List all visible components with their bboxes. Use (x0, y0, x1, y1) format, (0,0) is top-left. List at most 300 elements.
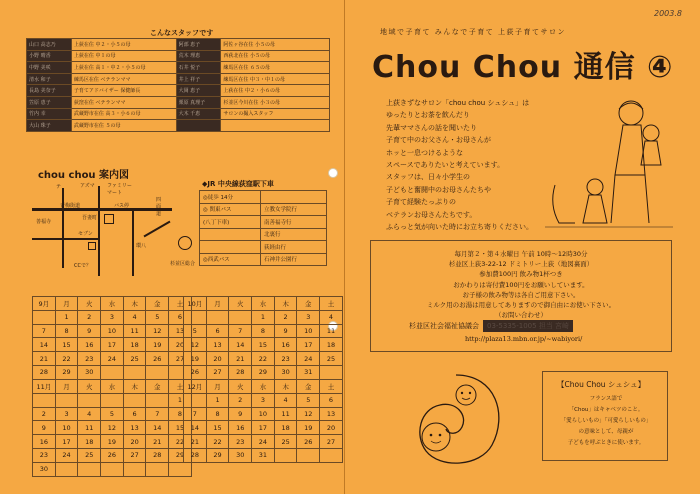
calendar-heading: 木 (123, 297, 146, 311)
calendar-day: 4 (123, 310, 146, 324)
calendar-day: 14 (33, 338, 56, 352)
calendar-day (55, 393, 78, 407)
calendar-day: 7 (146, 407, 169, 421)
calendar-day: 1 (252, 310, 275, 324)
calendar-day (206, 310, 229, 324)
calendar-day: 10 (101, 324, 124, 338)
staff-affiliation (221, 120, 330, 132)
intro-text (386, 97, 533, 233)
calendar-day: 19 (101, 435, 124, 449)
info-line: お子様の飲み物等は各自ご用意下さい。 (462, 290, 580, 299)
calendar-day (297, 448, 320, 462)
calendar-day: 29 (206, 448, 229, 462)
calendar-day: 13 (169, 324, 192, 338)
calendar-day: 8 (55, 324, 78, 338)
chouchou-line: の意味として、母親が (578, 429, 634, 435)
calendar-heading: 木 (274, 380, 297, 394)
calendar-day: 20 (169, 338, 192, 352)
calendar-day: 18 (320, 338, 343, 352)
calendar-day: 21 (146, 435, 169, 449)
calendar-day: 15 (169, 421, 192, 435)
calendar-day (78, 462, 101, 476)
calendar-week (33, 324, 192, 338)
calendar-heading: 9月 (33, 297, 56, 311)
calendar-day: 26 (146, 352, 169, 366)
calendar-day: 19 (184, 352, 207, 366)
route-table (199, 190, 327, 266)
route-cell (200, 228, 261, 241)
calendar-heading: 10月 (184, 297, 207, 311)
calendar-day: 5 (297, 393, 320, 407)
calendar-week (33, 407, 192, 421)
calendar-day: 17 (55, 435, 78, 449)
calendar-day: 30 (229, 448, 252, 462)
calendar-day: 8 (206, 407, 229, 421)
chouchou-line: 「愛らしいもの」「可愛らしいもの」 (560, 418, 652, 424)
staff-row (27, 73, 330, 85)
chouchou-line: 「Chou」はキャベツのこと。 (568, 407, 644, 413)
chouchou-title: 【Chou Chou シュシュ】 (557, 380, 646, 389)
calendar-day: 22 (206, 435, 229, 449)
map (32, 178, 196, 276)
calendar-day: 25 (78, 448, 101, 462)
calendar-heading: 12月 (184, 380, 207, 394)
calendar-day: 31 (252, 448, 275, 462)
staff-name: 荒木 理恵 (176, 50, 221, 62)
map-label: 四面道 (156, 197, 162, 217)
calendar-week (184, 407, 343, 421)
calendar-day: 28 (146, 448, 169, 462)
calendar-day: 24 (101, 352, 124, 366)
calendar-heading: 水 (101, 380, 124, 394)
route-cell: 石神井公園行 (261, 253, 327, 266)
calendar-day: 29 (169, 448, 192, 462)
map-building (104, 214, 114, 224)
staff-affiliation: 上荻在住 中２・小６の母 (221, 85, 330, 97)
calendar-day: 1 (55, 310, 78, 324)
intro-line: 子育て中のお父さん・お母さんが (386, 136, 491, 145)
calendar-heading: 土 (320, 380, 343, 394)
calendar-day: 6 (320, 393, 343, 407)
calendar-day (101, 462, 124, 476)
map-road (62, 188, 64, 268)
calendar-day: 30 (274, 365, 297, 379)
calendar-week (33, 435, 192, 449)
intro-line: ふらっと気が向いた時にお立ち寄りください。 (386, 223, 533, 232)
map-label: テ (56, 184, 62, 190)
calendar-header (33, 297, 192, 311)
route-cell (261, 191, 327, 204)
calendar-day: 28 (184, 448, 207, 462)
intro-line: 上荻きずなサロン「chou chou シュシュ」は (386, 99, 530, 107)
info-line: 杉並区上荻3-22-12 ドミトリー上荻（地図裏面） (448, 260, 594, 269)
calendar-day: 5 (101, 407, 124, 421)
calendar-day: 18 (274, 421, 297, 435)
route-cell: 荻経由行 (261, 241, 327, 254)
calendar-november (32, 379, 192, 477)
calendar-day: 16 (229, 421, 252, 435)
calendar-day: 20 (206, 352, 229, 366)
calendar-day: 19 (297, 421, 320, 435)
calendar-day: 23 (33, 448, 56, 462)
route-cell: ◎ 関東バス (200, 203, 261, 216)
calendar-day: 3 (252, 393, 275, 407)
staff-name: 竹内 幸 (27, 108, 72, 120)
calendar-heading: 土 (320, 297, 343, 311)
calendar-day: 15 (252, 338, 275, 352)
staff-row (27, 85, 330, 97)
calendar-day: 7 (184, 407, 207, 421)
staff-affiliation: 阿佐ヶ谷在住 小５の母 (221, 39, 330, 51)
calendar-heading: 水 (252, 297, 275, 311)
calendar-day (146, 365, 169, 379)
calendar-day: 7 (229, 324, 252, 338)
staff-affiliation: 武蔵野市在住 ５の母 (71, 120, 176, 132)
calendar-day (101, 365, 124, 379)
calendar-heading: 11月 (33, 380, 56, 394)
calendar-day: 3 (55, 407, 78, 421)
calendar-day: 25 (320, 352, 343, 366)
calendar-day: 9 (274, 324, 297, 338)
calendar-day: 6 (123, 407, 146, 421)
staff-row (27, 108, 330, 120)
route-cell: ◎西武バス (200, 253, 261, 266)
calendar-heading: 火 (229, 380, 252, 394)
calendar-day: 22 (252, 352, 275, 366)
calendar-day: 27 (206, 365, 229, 379)
snail-illustration (396, 365, 516, 477)
calendar-day: 26 (101, 448, 124, 462)
calendar-heading: 月 (206, 297, 229, 311)
calendar-week (33, 338, 192, 352)
calendar-day: 15 (55, 338, 78, 352)
calendar-week (184, 352, 343, 366)
staff-affiliation: 上荻在住 中１の母 (71, 50, 176, 62)
calendar-day: 5 (184, 324, 207, 338)
calendar-day: 28 (229, 365, 252, 379)
staff-row (27, 120, 330, 132)
intro-line: ベテランお母さんたちです。 (386, 210, 477, 219)
route-cell: ◎徒歩 14分 (200, 191, 261, 204)
calendar-day: 30 (33, 462, 56, 476)
calendar-day: 20 (123, 435, 146, 449)
contact-label: 杉並区社会福祉協議会 (409, 322, 479, 330)
calendar-day: 3 (101, 310, 124, 324)
map-label: 青梅街道 (60, 203, 81, 209)
calendar-header (33, 380, 192, 394)
calendar-week (33, 310, 192, 324)
staff-name: 石井 悦子 (176, 62, 221, 74)
calendar-heading: 火 (78, 297, 101, 311)
chouchou-line: フランス語で (589, 396, 623, 402)
staff-name: 山口 高志乃 (27, 39, 72, 51)
calendar-day: 6 (169, 310, 192, 324)
staff-affiliation: 西荻北在住 小５の母 (221, 50, 330, 62)
calendar-day (33, 393, 56, 407)
chouchou-line: 子どもを呼ぶときに使います。 (567, 440, 645, 446)
calendar-heading: 水 (101, 297, 124, 311)
calendar-day: 9 (229, 407, 252, 421)
calendar-day: 13 (206, 338, 229, 352)
calendar-heading: 月 (206, 380, 229, 394)
intro-line: 子どもと奮闘中のお母さんたちや (386, 185, 491, 194)
staff-affiliation: 練馬区在住 中３・中１の母 (221, 73, 330, 85)
calendar-day: 11 (123, 324, 146, 338)
route-row (200, 203, 327, 216)
calendar-day: 9 (33, 421, 56, 435)
calendar-day: 4 (78, 407, 101, 421)
calendar-day: 10 (297, 324, 320, 338)
calendar-day (123, 365, 146, 379)
calendar-day: 24 (252, 435, 275, 449)
calendar-day: 22 (169, 435, 192, 449)
calendar-day (55, 462, 78, 476)
info-line: 参加費100円 飲み物1杯つき (479, 270, 563, 279)
calendar-day: 2 (229, 393, 252, 407)
website-url[interactable]: http://plaza13.mbn.or.jp/~wabiyori/ (465, 335, 583, 343)
staff-name (176, 120, 221, 132)
calendar-day (184, 310, 207, 324)
calendar-day (274, 448, 297, 462)
calendar-heading: 土 (169, 297, 192, 311)
calendar-week (33, 462, 192, 476)
calendar-day (169, 462, 192, 476)
calendar-day (146, 393, 169, 407)
calendar-heading: 金 (146, 297, 169, 311)
calendar-day: 14 (184, 421, 207, 435)
staff-row (27, 39, 330, 51)
map-label: ファミリーマート (107, 183, 132, 196)
calendar-day: 27 (320, 435, 343, 449)
route-cell: 立教女学院行 (261, 203, 327, 216)
calendar-day: 14 (146, 421, 169, 435)
staff-name: 小野 晴香 (27, 50, 72, 62)
calendar-day (78, 393, 101, 407)
calendar-day: 22 (55, 352, 78, 366)
calendar-heading: 金 (146, 380, 169, 394)
calendar-day: 8 (252, 324, 275, 338)
calendar-day: 14 (229, 338, 252, 352)
calendar-day: 4 (320, 310, 343, 324)
calendar-heading: 木 (274, 297, 297, 311)
calendar-day: 8 (169, 407, 192, 421)
calendar-day: 6 (206, 324, 229, 338)
calendar-day: 18 (78, 435, 101, 449)
contact-redacted: 03-5335-1005 担当 宮崎 (483, 320, 573, 332)
calendar-day: 18 (123, 338, 146, 352)
calendar-day: 12 (146, 324, 169, 338)
staff-name: 井上 祥子 (176, 73, 221, 85)
staff-affiliation: 杉並区今川在住 小３の母 (221, 96, 330, 108)
info-line: （お問い合わせ） (495, 311, 547, 320)
calendar-day (123, 393, 146, 407)
calendar-day: 20 (320, 421, 343, 435)
staff-affiliation: サロンの撮入スタッフ (221, 108, 330, 120)
intro-line: スタッフは、日々小学生の (386, 173, 470, 182)
calendar-day: 5 (146, 310, 169, 324)
staff-name: 中野 美咲 (27, 62, 72, 74)
calendar-december (183, 379, 343, 463)
calendar-day (229, 310, 252, 324)
staff-name: 笠原 恵子 (27, 96, 72, 108)
calendar-day: 31 (297, 365, 320, 379)
chouchou-body (543, 394, 669, 449)
intro-line: 子育て経験たっぷりの (386, 198, 456, 207)
staff-affiliation: 子育てアドバイザー 保健師長 (71, 85, 176, 97)
route-cell: 北裏行 (261, 228, 327, 241)
intro-line: 先輩ママさんの話を聞いたり (386, 123, 477, 132)
calendar-day: 17 (252, 421, 275, 435)
rail-title: ◆JR 中央線荻窪駅下車 (202, 180, 274, 188)
map-label: 善福寺 (36, 219, 52, 225)
calendar-week (184, 338, 343, 352)
tagline: 地域で子育て みんなで子育て 上荻子育てサロン (380, 28, 566, 36)
staff-row (27, 50, 330, 62)
calendar-day: 25 (274, 435, 297, 449)
calendar-day: 16 (78, 338, 101, 352)
calendar-week (184, 393, 343, 407)
calendar-day: 16 (274, 338, 297, 352)
route-row (200, 241, 327, 254)
contact-row (409, 320, 573, 332)
calendar-day: 9 (78, 324, 101, 338)
calendar-heading: 金 (297, 297, 320, 311)
route-row (200, 191, 327, 204)
staff-name: 大山 珠子 (27, 120, 72, 132)
staff-affiliation: 練馬区在住 ６５の母 (221, 62, 330, 74)
calendar-day: 15 (206, 421, 229, 435)
calendar-day (320, 448, 343, 462)
calendar-day: 21 (33, 352, 56, 366)
calendar-week (184, 310, 343, 324)
calendar-week (33, 393, 192, 407)
map-label: 吾妻町 (82, 215, 98, 221)
punch-hole (328, 168, 338, 178)
map-label: セブン (78, 231, 93, 237)
calendar-week (33, 421, 192, 435)
calendar-week (184, 365, 343, 379)
calendar-day: 26 (297, 435, 320, 449)
calendar-september (32, 296, 192, 380)
calendar-day: 10 (252, 407, 275, 421)
calendar-day: 11 (78, 421, 101, 435)
calendar-week (184, 324, 343, 338)
calendar-week (33, 365, 192, 379)
calendar-day: 21 (229, 352, 252, 366)
calendar-day (320, 365, 343, 379)
calendar-day (123, 462, 146, 476)
calendar-day (101, 393, 124, 407)
calendar-day: 23 (78, 352, 101, 366)
map-label: アズマ (80, 183, 95, 189)
calendar-day: 30 (78, 365, 101, 379)
map-label: バス停 (114, 203, 130, 209)
calendar-heading: 火 (229, 297, 252, 311)
calendar-day: 12 (184, 338, 207, 352)
route-cell: 南善福寺行 (261, 216, 327, 229)
calendar-day: 27 (123, 448, 146, 462)
calendar-day: 29 (55, 365, 78, 379)
calendar-day: 28 (33, 365, 56, 379)
calendar-day: 11 (274, 407, 297, 421)
calendar-day: 1 (169, 393, 192, 407)
staff-table (26, 38, 330, 132)
route-cell (200, 241, 261, 254)
calendar-heading: 月 (55, 380, 78, 394)
calendar-week (33, 448, 192, 462)
map-landmark (178, 236, 192, 250)
staff-affiliation: 上荻在住 高１・中２・小５の母 (71, 62, 176, 74)
calendar-day: 24 (55, 448, 78, 462)
calendar-day: 10 (55, 421, 78, 435)
staff-name: 長島 美奈子 (27, 85, 72, 97)
calendar-heading: 木 (123, 380, 146, 394)
calendar-day: 4 (274, 393, 297, 407)
staff-row (27, 96, 330, 108)
calendar-week (184, 435, 343, 449)
calendar-day: 29 (252, 365, 275, 379)
staff-affiliation: 荻窪在住 ベテランママ (71, 96, 176, 108)
calendar-day: 13 (123, 421, 146, 435)
staff-affiliation: 武蔵野市在住 高３・小６の母 (71, 108, 176, 120)
calendar-heading: 土 (169, 380, 192, 394)
calendar-day: 26 (184, 365, 207, 379)
calendar-day: 16 (33, 435, 56, 449)
calendar-week (184, 448, 343, 462)
calendar-day: 2 (33, 407, 56, 421)
map-road (144, 221, 171, 238)
calendar-day: 3 (297, 310, 320, 324)
info-line: おかわりは寄付費100円をお願いしています。 (453, 280, 589, 289)
staff-name: 大岡 恵子 (176, 85, 221, 97)
map-road (32, 238, 98, 240)
calendar-header (184, 380, 343, 394)
route-row (200, 253, 327, 266)
calendar-day (184, 393, 207, 407)
calendar-day: 21 (184, 435, 207, 449)
staff-name: 阿部 恵子 (176, 39, 221, 51)
intro-line: ゆったりとお茶を飲んだり (386, 111, 470, 120)
route-row (200, 216, 327, 229)
staff-name: 清水 和子 (27, 73, 72, 85)
map-road (32, 208, 172, 211)
calendar-day: 17 (297, 338, 320, 352)
calendar-day (33, 310, 56, 324)
mother-child-illustration (545, 95, 675, 235)
map-road (98, 186, 100, 276)
map-label: 環八 (136, 243, 147, 249)
chouchou-box (542, 371, 668, 461)
calendar-heading: 火 (78, 380, 101, 394)
staff-row (27, 62, 330, 74)
calendar-day (146, 462, 169, 476)
calendar-heading: 水 (252, 380, 275, 394)
map-road (132, 208, 134, 276)
calendar-day: 7 (33, 324, 56, 338)
calendar-day: 2 (274, 310, 297, 324)
info-line: ミルク用のお湯は用意してありますので御自由にお使い下さい。 (426, 301, 616, 310)
calendar-heading: 月 (55, 297, 78, 311)
map-building (88, 242, 96, 250)
calendar-day: 12 (101, 421, 124, 435)
calendar-day: 23 (274, 352, 297, 366)
calendar-week (184, 421, 343, 435)
calendar-day: 24 (297, 352, 320, 366)
calendar-week (33, 352, 192, 366)
calendar-day: 23 (229, 435, 252, 449)
calendar-day: 19 (146, 338, 169, 352)
staff-name: 大木 千恵 (176, 108, 221, 120)
